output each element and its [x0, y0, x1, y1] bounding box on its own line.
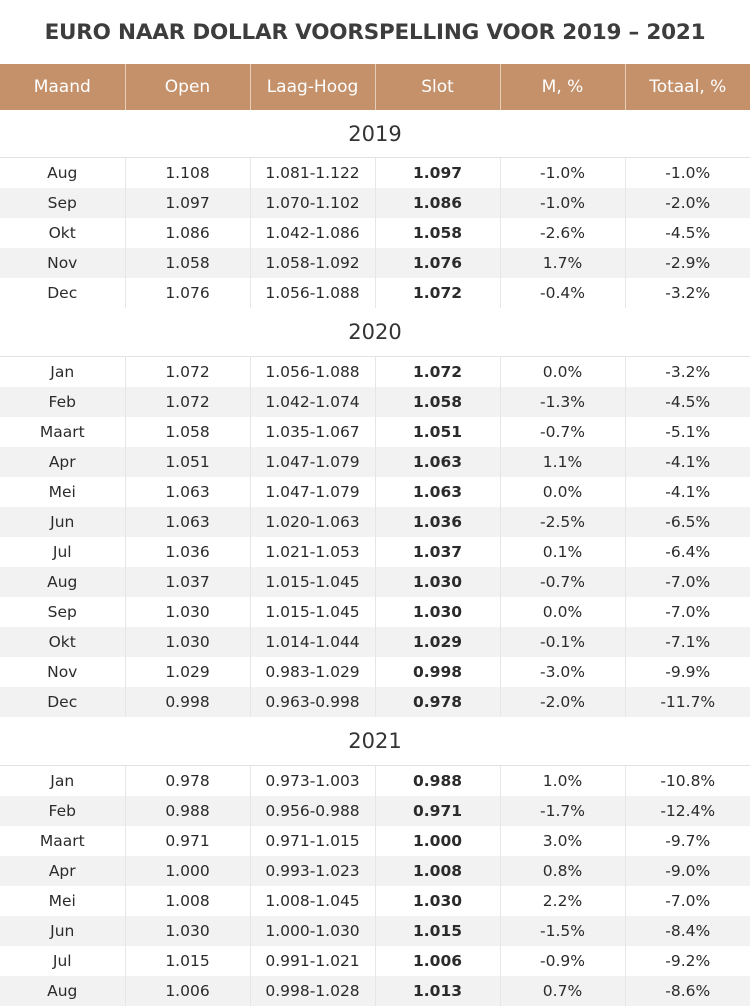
- cell-total-pct: -12.4%: [625, 796, 750, 826]
- cell-month-pct: 1.7%: [500, 248, 625, 278]
- cell-month: Nov: [0, 248, 125, 278]
- cell-month-pct: 0.8%: [500, 856, 625, 886]
- cell-month: Mei: [0, 886, 125, 916]
- cell-total-pct: -5.1%: [625, 417, 750, 447]
- cell-open: 1.015: [125, 946, 250, 976]
- cell-month-pct: 0.7%: [500, 976, 625, 1006]
- cell-low-high: 0.971-1.015: [250, 826, 375, 856]
- column-header-open: Open: [125, 64, 250, 110]
- cell-open: 1.051: [125, 447, 250, 477]
- cell-open: 1.037: [125, 567, 250, 597]
- cell-low-high: 1.015-1.045: [250, 597, 375, 627]
- table-row: [0, 188, 750, 218]
- table-row: [0, 856, 750, 886]
- cell-close: 0.978: [375, 687, 500, 717]
- cell-total-pct: -4.1%: [625, 477, 750, 507]
- cell-month-pct: -2.0%: [500, 687, 625, 717]
- cell-open: 1.072: [125, 387, 250, 417]
- table-row: [0, 387, 750, 417]
- cell-low-high: 1.042-1.086: [250, 218, 375, 248]
- cell-month: Sep: [0, 597, 125, 627]
- cell-month: Sep: [0, 188, 125, 218]
- cell-month: Maart: [0, 826, 125, 856]
- table-row: [0, 507, 750, 537]
- cell-total-pct: -2.0%: [625, 188, 750, 218]
- table-row: [0, 916, 750, 946]
- forecast-table: [0, 64, 750, 1006]
- cell-close: 1.076: [375, 248, 500, 278]
- cell-close: 1.051: [375, 417, 500, 447]
- cell-month: Dec: [0, 278, 125, 308]
- cell-open: 0.971: [125, 826, 250, 856]
- cell-close: 1.030: [375, 886, 500, 916]
- cell-close: 1.058: [375, 387, 500, 417]
- cell-month: Apr: [0, 447, 125, 477]
- cell-low-high: 1.021-1.053: [250, 537, 375, 567]
- cell-total-pct: -7.0%: [625, 567, 750, 597]
- table-row: [0, 886, 750, 916]
- cell-open: 1.063: [125, 507, 250, 537]
- cell-low-high: 0.973-1.003: [250, 766, 375, 797]
- cell-month-pct: -3.0%: [500, 657, 625, 687]
- cell-total-pct: -1.0%: [625, 158, 750, 189]
- cell-total-pct: -4.5%: [625, 218, 750, 248]
- column-header-low-high: Laag-Hoog: [250, 64, 375, 110]
- cell-low-high: 1.035-1.067: [250, 417, 375, 447]
- cell-month-pct: -1.3%: [500, 387, 625, 417]
- cell-month: Dec: [0, 687, 125, 717]
- table-row: [0, 766, 750, 797]
- cell-open: 1.063: [125, 477, 250, 507]
- cell-month-pct: -0.9%: [500, 946, 625, 976]
- cell-low-high: 1.008-1.045: [250, 886, 375, 916]
- cell-low-high: 1.020-1.063: [250, 507, 375, 537]
- year-section-header: [0, 308, 750, 357]
- cell-month: Mei: [0, 477, 125, 507]
- cell-total-pct: -4.5%: [625, 387, 750, 417]
- cell-close: 1.086: [375, 188, 500, 218]
- cell-month-pct: -2.5%: [500, 507, 625, 537]
- cell-month: Jul: [0, 537, 125, 567]
- cell-open: 0.978: [125, 766, 250, 797]
- cell-total-pct: -7.0%: [625, 597, 750, 627]
- cell-month-pct: -0.7%: [500, 417, 625, 447]
- cell-close: 1.063: [375, 447, 500, 477]
- cell-month: Jun: [0, 507, 125, 537]
- table-row: [0, 946, 750, 976]
- cell-month: Jul: [0, 946, 125, 976]
- cell-close: 1.072: [375, 278, 500, 308]
- cell-open: 1.036: [125, 537, 250, 567]
- cell-open: 1.030: [125, 597, 250, 627]
- table-header-row: [0, 64, 750, 110]
- table-row: [0, 447, 750, 477]
- cell-month-pct: -1.5%: [500, 916, 625, 946]
- cell-month: Feb: [0, 387, 125, 417]
- cell-open: 1.076: [125, 278, 250, 308]
- cell-open: 1.006: [125, 976, 250, 1006]
- cell-month-pct: 1.0%: [500, 766, 625, 797]
- column-header-close: Slot: [375, 64, 500, 110]
- table-row: [0, 687, 750, 717]
- cell-low-high: 0.956-0.988: [250, 796, 375, 826]
- cell-month: Jun: [0, 916, 125, 946]
- cell-close: 1.030: [375, 567, 500, 597]
- cell-close: 1.072: [375, 357, 500, 388]
- cell-open: 1.058: [125, 248, 250, 278]
- cell-low-high: 1.070-1.102: [250, 188, 375, 218]
- table-row: [0, 567, 750, 597]
- cell-low-high: 1.015-1.045: [250, 567, 375, 597]
- table-row: [0, 597, 750, 627]
- year-label: 2020: [0, 308, 750, 357]
- cell-close: 1.006: [375, 946, 500, 976]
- cell-close: 1.030: [375, 597, 500, 627]
- cell-total-pct: -7.0%: [625, 886, 750, 916]
- cell-month-pct: -1.0%: [500, 158, 625, 189]
- table-row: [0, 218, 750, 248]
- table-row: [0, 248, 750, 278]
- cell-total-pct: -3.2%: [625, 278, 750, 308]
- cell-close: 0.998: [375, 657, 500, 687]
- cell-close: 1.063: [375, 477, 500, 507]
- cell-month-pct: 2.2%: [500, 886, 625, 916]
- cell-month-pct: -0.7%: [500, 567, 625, 597]
- cell-low-high: 0.983-1.029: [250, 657, 375, 687]
- cell-month-pct: 3.0%: [500, 826, 625, 856]
- table-row: [0, 278, 750, 308]
- cell-open: 0.988: [125, 796, 250, 826]
- cell-month: Aug: [0, 567, 125, 597]
- cell-low-high: 1.000-1.030: [250, 916, 375, 946]
- table-row: [0, 417, 750, 447]
- cell-low-high: 1.081-1.122: [250, 158, 375, 189]
- cell-total-pct: -6.5%: [625, 507, 750, 537]
- cell-total-pct: -3.2%: [625, 357, 750, 388]
- cell-close: 1.036: [375, 507, 500, 537]
- cell-low-high: 1.042-1.074: [250, 387, 375, 417]
- cell-total-pct: -8.4%: [625, 916, 750, 946]
- cell-close: 1.029: [375, 627, 500, 657]
- cell-low-high: 0.991-1.021: [250, 946, 375, 976]
- cell-open: 1.108: [125, 158, 250, 189]
- cell-month: Aug: [0, 158, 125, 189]
- cell-month-pct: -0.4%: [500, 278, 625, 308]
- table-row: [0, 657, 750, 687]
- cell-total-pct: -9.9%: [625, 657, 750, 687]
- year-section-header: [0, 717, 750, 766]
- cell-total-pct: -8.6%: [625, 976, 750, 1006]
- year-label: 2019: [0, 110, 750, 158]
- cell-month: Jan: [0, 357, 125, 388]
- cell-month: Okt: [0, 627, 125, 657]
- cell-month-pct: 1.1%: [500, 447, 625, 477]
- cell-open: 1.008: [125, 886, 250, 916]
- cell-low-high: 0.998-1.028: [250, 976, 375, 1006]
- cell-close: 1.013: [375, 976, 500, 1006]
- cell-total-pct: -9.7%: [625, 826, 750, 856]
- cell-month-pct: -1.7%: [500, 796, 625, 826]
- table-row: [0, 477, 750, 507]
- cell-close: 1.037: [375, 537, 500, 567]
- cell-open: 0.998: [125, 687, 250, 717]
- cell-close: 0.988: [375, 766, 500, 797]
- cell-low-high: 1.014-1.044: [250, 627, 375, 657]
- year-label: 2021: [0, 717, 750, 766]
- cell-total-pct: -2.9%: [625, 248, 750, 278]
- cell-month-pct: 0.0%: [500, 477, 625, 507]
- cell-low-high: 1.056-1.088: [250, 357, 375, 388]
- cell-low-high: 1.047-1.079: [250, 477, 375, 507]
- cell-total-pct: -9.2%: [625, 946, 750, 976]
- cell-open: 1.030: [125, 627, 250, 657]
- cell-month-pct: -0.1%: [500, 627, 625, 657]
- cell-close: 1.000: [375, 826, 500, 856]
- column-header-month: Maand: [0, 64, 125, 110]
- table-row: [0, 158, 750, 189]
- year-section-header: [0, 110, 750, 158]
- cell-total-pct: -4.1%: [625, 447, 750, 477]
- cell-close: 1.058: [375, 218, 500, 248]
- cell-month-pct: 0.0%: [500, 597, 625, 627]
- cell-open: 1.086: [125, 218, 250, 248]
- page-title: EURO NAAR DOLLAR VOORSPELLING VOOR 2019 – 2021: [44, 20, 706, 45]
- table-row: [0, 627, 750, 657]
- table-row: [0, 796, 750, 826]
- cell-open: 1.029: [125, 657, 250, 687]
- cell-month-pct: -1.0%: [500, 188, 625, 218]
- cell-month: Jan: [0, 766, 125, 797]
- cell-close: 1.097: [375, 158, 500, 189]
- table-row: [0, 537, 750, 567]
- cell-month-pct: 0.0%: [500, 357, 625, 388]
- cell-total-pct: -9.0%: [625, 856, 750, 886]
- table-row: [0, 976, 750, 1006]
- cell-month: Feb: [0, 796, 125, 826]
- cell-close: 0.971: [375, 796, 500, 826]
- table-row: [0, 357, 750, 388]
- cell-close: 1.015: [375, 916, 500, 946]
- cell-month: Okt: [0, 218, 125, 248]
- cell-month: Apr: [0, 856, 125, 886]
- cell-low-high: 0.963-0.998: [250, 687, 375, 717]
- table-body: [0, 110, 750, 1006]
- cell-low-high: 1.058-1.092: [250, 248, 375, 278]
- cell-total-pct: -7.1%: [625, 627, 750, 657]
- table-row: [0, 826, 750, 856]
- cell-low-high: 0.993-1.023: [250, 856, 375, 886]
- cell-month: Aug: [0, 976, 125, 1006]
- cell-open: 1.097: [125, 188, 250, 218]
- cell-month: Maart: [0, 417, 125, 447]
- column-header-total-pct: Totaal, %: [625, 64, 750, 110]
- cell-month-pct: 0.1%: [500, 537, 625, 567]
- cell-month-pct: -2.6%: [500, 218, 625, 248]
- column-header-month-pct: M, %: [500, 64, 625, 110]
- cell-close: 1.008: [375, 856, 500, 886]
- cell-open: 1.072: [125, 357, 250, 388]
- cell-total-pct: -11.7%: [625, 687, 750, 717]
- cell-low-high: 1.056-1.088: [250, 278, 375, 308]
- cell-month: Nov: [0, 657, 125, 687]
- cell-low-high: 1.047-1.079: [250, 447, 375, 477]
- cell-open: 1.000: [125, 856, 250, 886]
- cell-open: 1.058: [125, 417, 250, 447]
- cell-total-pct: -6.4%: [625, 537, 750, 567]
- cell-total-pct: -10.8%: [625, 766, 750, 797]
- cell-open: 1.030: [125, 916, 250, 946]
